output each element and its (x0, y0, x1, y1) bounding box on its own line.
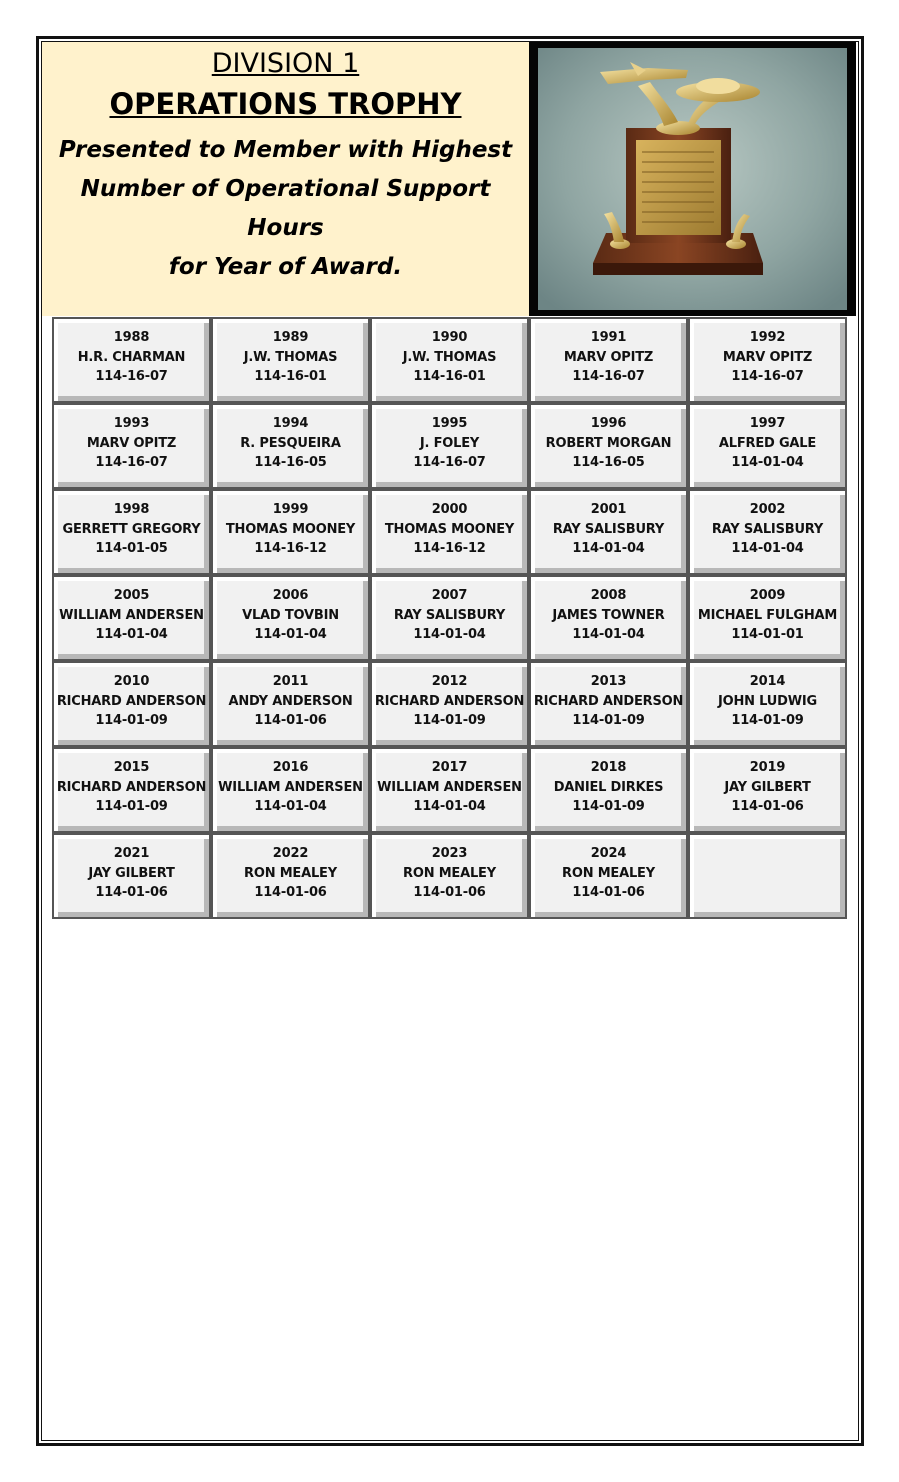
award-recipient: RICHARD ANDERSON (374, 693, 525, 709)
award-year: 1990 (431, 330, 468, 345)
award-year: 2015 (113, 760, 150, 775)
award-year: 1993 (113, 416, 150, 431)
award-year: 2017 (431, 760, 468, 775)
award-member-id: 114-01-06 (254, 713, 327, 728)
award-member-id: 114-16-07 (572, 369, 645, 384)
award-cell (688, 661, 847, 747)
award-recipient: J. FOLEY (419, 435, 480, 451)
award-cell (370, 661, 529, 747)
awards-row (52, 661, 848, 747)
awards-grid (52, 317, 848, 919)
award-cell (211, 317, 370, 403)
award-text (690, 586, 845, 645)
award-cell (529, 489, 688, 575)
award-recipient: JAY GILBERT (88, 865, 175, 881)
award-cell (211, 489, 370, 575)
award-text (54, 844, 209, 903)
award-cell (52, 747, 211, 833)
award-member-id: 114-01-06 (95, 885, 168, 900)
award-member-id: 114-01-06 (731, 799, 804, 814)
award-recipient: R. PESQUEIRA (240, 435, 341, 451)
award-member-id: 114-16-12 (254, 541, 327, 556)
award-text (372, 672, 527, 731)
award-member-id: 114-01-04 (572, 541, 645, 556)
award-text (213, 672, 368, 731)
award-year: 1995 (431, 416, 468, 431)
award-recipient: RAY SALISBURY (393, 607, 506, 623)
award-text (54, 586, 209, 645)
award-year: 2002 (749, 502, 786, 517)
header-panel (42, 42, 529, 316)
award-text (213, 414, 368, 473)
award-cell (370, 489, 529, 575)
award-recipient: VLAD TOVBIN (242, 607, 339, 623)
award-member-id: 114-16-07 (95, 369, 168, 384)
award-member-id: 114-01-09 (95, 713, 168, 728)
award-member-id: 114-16-01 (413, 369, 486, 384)
award-year: 1996 (590, 416, 627, 431)
award-recipient: RAY SALISBURY (552, 521, 665, 537)
award-cell (52, 661, 211, 747)
awards-row (52, 747, 848, 833)
award-year: 1988 (113, 330, 150, 345)
award-cell (211, 661, 370, 747)
award-cell (211, 575, 370, 661)
award-text (372, 414, 527, 473)
award-cell (52, 489, 211, 575)
award-year: 1994 (272, 416, 309, 431)
award-cell (529, 403, 688, 489)
award-member-id: 114-01-09 (413, 713, 486, 728)
award-text (213, 758, 368, 817)
award-member-id: 114-16-07 (731, 369, 804, 384)
award-cell (688, 317, 847, 403)
award-recipient: J.W. THOMAS (402, 349, 497, 365)
award-recipient: RAY SALISBURY (711, 521, 824, 537)
award-member-id: 114-01-04 (413, 799, 486, 814)
award-cell (52, 403, 211, 489)
award-cell (52, 317, 211, 403)
trophy-title: OPERATIONS TROPHY (109, 87, 462, 121)
award-member-id: 114-01-05 (95, 541, 168, 556)
award-year: 2001 (590, 502, 627, 517)
award-year: 2018 (590, 760, 627, 775)
award-text (213, 328, 368, 387)
award-recipient: RON MEALEY (562, 865, 655, 881)
award-recipient: RICHARD ANDERSON (56, 693, 207, 709)
award-year: 2014 (749, 674, 786, 689)
award-cell (370, 833, 529, 919)
award-text (531, 414, 686, 473)
award-member-id: 114-01-06 (572, 885, 645, 900)
awards-row (52, 317, 848, 403)
award-year: 2016 (272, 760, 309, 775)
award-year: 2019 (749, 760, 786, 775)
award-text (690, 328, 845, 387)
award-text (531, 672, 686, 731)
awards-row (52, 489, 848, 575)
award-cell (52, 575, 211, 661)
award-cell (370, 575, 529, 661)
award-year: 2012 (431, 674, 468, 689)
award-cell (688, 747, 847, 833)
award-recipient: RICHARD ANDERSON (56, 779, 207, 795)
award-member-id: 114-01-04 (731, 541, 804, 556)
award-member-id: 114-16-05 (254, 455, 327, 470)
award-text (690, 500, 845, 559)
award-text (690, 414, 845, 473)
award-member-id: 114-16-05 (572, 455, 645, 470)
award-year: 2005 (113, 588, 150, 603)
award-member-id: 114-01-04 (95, 627, 168, 642)
award-year: 1997 (749, 416, 786, 431)
award-recipient: ROBERT MORGAN (545, 435, 672, 451)
award-member-id: 114-01-04 (254, 799, 327, 814)
award-recipient: RON MEALEY (244, 865, 337, 881)
awards-row (52, 403, 848, 489)
award-text (54, 758, 209, 817)
award-recipient: RICHARD ANDERSON (533, 693, 684, 709)
award-cell (529, 575, 688, 661)
award-cell (52, 833, 211, 919)
award-year: 2024 (590, 846, 627, 861)
award-year: 1998 (113, 502, 150, 517)
award-member-id: 114-01-04 (572, 627, 645, 642)
award-year: 2007 (431, 588, 468, 603)
award-cell (529, 661, 688, 747)
award-text (54, 500, 209, 559)
award-cell (211, 833, 370, 919)
award-recipient: J.W. THOMAS (243, 349, 338, 365)
award-member-id: 114-16-07 (413, 455, 486, 470)
award-cell (211, 747, 370, 833)
award-recipient: MICHAEL FULGHAM (697, 607, 838, 623)
award-text (531, 500, 686, 559)
award-year: 2011 (272, 674, 309, 689)
award-cell (688, 833, 847, 919)
award-year: 2010 (113, 674, 150, 689)
award-recipient: THOMAS MOONEY (384, 521, 515, 537)
award-recipient: DANIEL DIRKES (553, 779, 664, 795)
award-text (372, 586, 527, 645)
award-text (372, 758, 527, 817)
award-recipient: JAY GILBERT (724, 779, 811, 795)
award-recipient: MARV OPITZ (563, 349, 654, 365)
award-cell (370, 747, 529, 833)
award-text (213, 844, 368, 903)
award-cell (688, 575, 847, 661)
award-cell (211, 403, 370, 489)
award-text (690, 672, 845, 731)
award-recipient: WILLIAM ANDERSEN (377, 779, 522, 795)
award-text (531, 758, 686, 817)
award-text (213, 586, 368, 645)
award-member-id: 114-16-01 (254, 369, 327, 384)
award-text (372, 500, 527, 559)
award-year: 1989 (272, 330, 309, 345)
award-text (372, 844, 527, 903)
award-text (54, 414, 209, 473)
description-line: Presented to Member with Highest (58, 137, 513, 163)
award-member-id: 114-01-01 (731, 627, 804, 642)
award-text (531, 844, 686, 903)
award-text (372, 328, 527, 387)
award-year: 2009 (749, 588, 786, 603)
award-member-id: 114-01-06 (413, 885, 486, 900)
award-recipient: THOMAS MOONEY (225, 521, 356, 537)
award-cell (370, 317, 529, 403)
award-recipient: H.R. CHARMAN (77, 349, 186, 365)
award-cell (529, 833, 688, 919)
award-year: 2022 (272, 846, 309, 861)
award-cell (529, 317, 688, 403)
division-heading: DIVISION 1 (211, 48, 360, 79)
award-recipient: JOHN LUDWIG (718, 693, 817, 709)
award-recipient: MARV OPITZ (722, 349, 813, 365)
award-year: 2008 (590, 588, 627, 603)
awards-row (52, 575, 848, 661)
award-year: 2021 (113, 846, 150, 861)
award-cell (688, 489, 847, 575)
award-year: 2000 (431, 502, 468, 517)
award-recipient: GERRETT GREGORY (62, 521, 201, 537)
award-member-id: 114-01-06 (254, 885, 327, 900)
award-recipient: WILLIAM ANDERSEN (218, 779, 363, 795)
award-recipient: JAMES TOWNER (552, 607, 665, 623)
award-member-id: 114-01-09 (95, 799, 168, 814)
award-member-id: 114-16-07 (95, 455, 168, 470)
description-line: Number of Operational Support Hours (80, 176, 491, 241)
award-member-id: 114-16-12 (413, 541, 486, 556)
award-text (690, 758, 845, 817)
award-year: 1992 (749, 330, 786, 345)
award-member-id: 114-01-04 (413, 627, 486, 642)
award-year: 2013 (590, 674, 627, 689)
award-text (531, 328, 686, 387)
trophy-photo-icon (538, 48, 847, 310)
award-member-id: 114-01-09 (572, 799, 645, 814)
award-member-id: 114-01-04 (254, 627, 327, 642)
trophy-description (42, 131, 529, 287)
award-text (54, 672, 209, 731)
award-year: 2006 (272, 588, 309, 603)
award-recipient: MARV OPITZ (86, 435, 177, 451)
award-recipient: RON MEALEY (403, 865, 496, 881)
award-cell (370, 403, 529, 489)
award-text (531, 586, 686, 645)
award-year: 1991 (590, 330, 627, 345)
description-line: for Year of Award. (168, 254, 403, 280)
award-cell (688, 403, 847, 489)
award-recipient: WILLIAM ANDERSEN (59, 607, 204, 623)
award-member-id: 114-01-09 (572, 713, 645, 728)
trophy-photo (529, 42, 856, 316)
award-text (213, 500, 368, 559)
award-year: 1999 (272, 502, 309, 517)
award-year: 2023 (431, 846, 468, 861)
awards-row (52, 833, 848, 919)
award-recipient: ALFRED GALE (718, 435, 817, 451)
award-text (54, 328, 209, 387)
award-member-id: 114-01-04 (731, 455, 804, 470)
award-cell (529, 747, 688, 833)
award-member-id: 114-01-09 (731, 713, 804, 728)
award-recipient: ANDY ANDERSON (228, 693, 353, 709)
